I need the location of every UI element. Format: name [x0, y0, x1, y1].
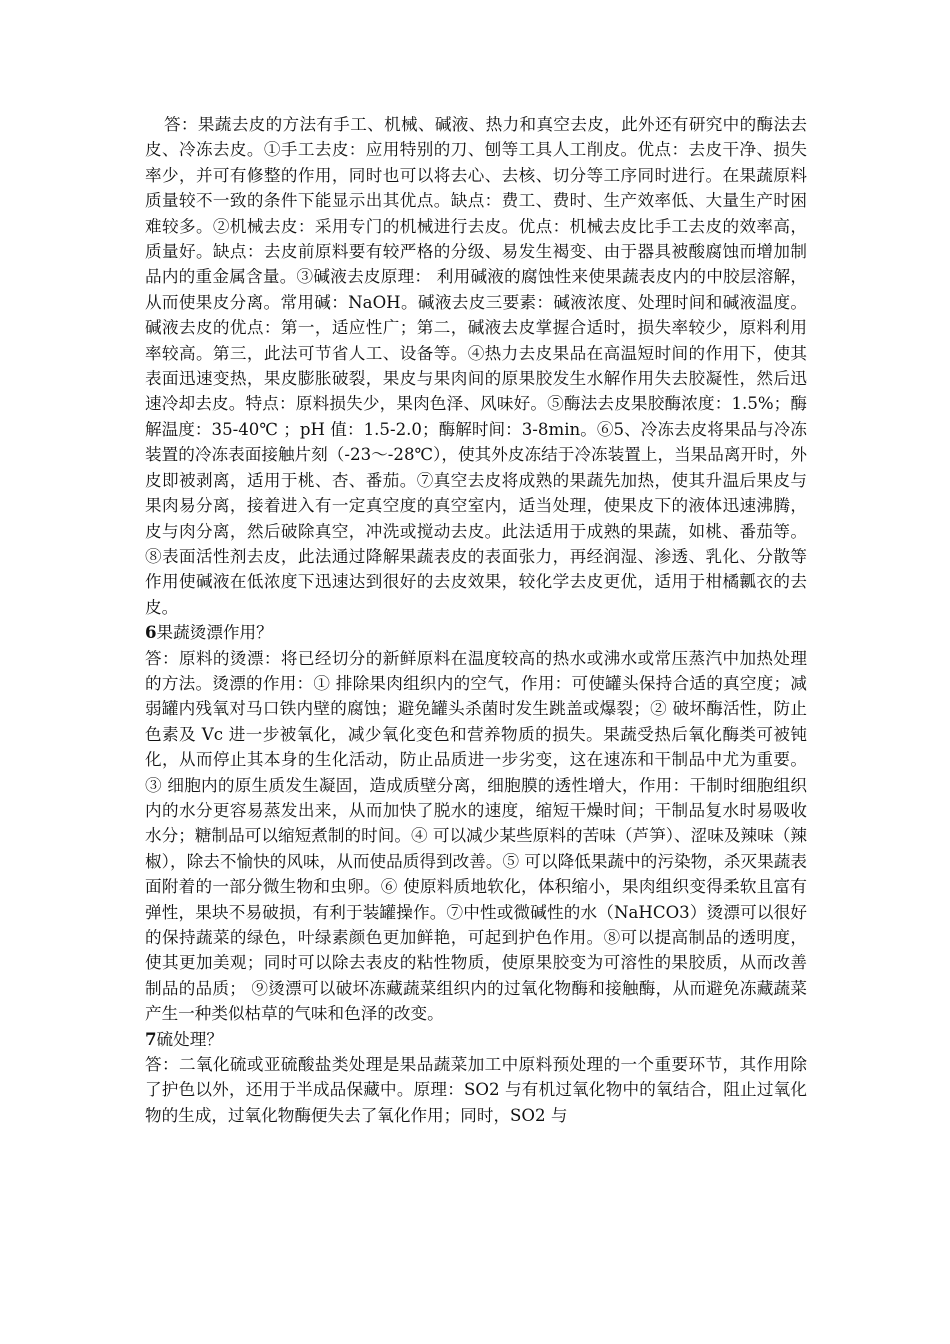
question-7-title: 硫处理？ — [156, 1029, 223, 1049]
blanching-answer-paragraph: 答：原料的烫漂：将已经切分的新鲜原料在温度较高的热水或沸水或常压蒸汽中加热处理的方法。烫漂的作用：① 排除果肉组织内的空气，作用：可使罐头保持合适的真空度；减弱罐内残氧对马口铁内壁的腐蚀；避免罐头杀菌时发生跳盖或爆裂；② 破坏酶活性，防止色素及 Vc 进一步被氧化，减少氧化变色和营养物质的损失。果蔬受热后氧化酶类可被钝化，从而停止其本身的生化活动，防止品质进一步劣变，这在速冻和干制品中尤为重要。③ 细胞内的原生质发生凝固，造成质壁分离，细胞膜的透性增大，作用：干制时细胞组织内的水分更容易蒸发出来，从而加快了脱水的速度，缩短干燥时间；干制品复水时易吸收水分；糖制品可以缩短煮制的时间。④ 可以减少某些原料的苦味（芦笋）、涩味及辣味（辣椒），除去不愉快的风味，从而使品质得到改善。⑤ 可以降低果蔬中的污染物，杀灭果蔬表面附着的一部分微生物和虫卵。⑥ 使原料质地软化，体积缩小，果肉组织变得柔软且富有弹性，果块不易破损，有利于装罐操作。⑦中性或微碱性的水（NaHCO3）烫漂可以很好的保持蔬菜的绿色，叶绿素颜色更加鲜艳，可起到护色作用。⑧可以提高制品的透明度，使其更加美观；同时可以除去表皮的粘性物质，使原果胶变为可溶性的果胶质，从而改善制品的品质； ⑨烫漂可以破坏冻藏蔬菜组织内的过氧化物酶和接触酶，从而避免冻藏蔬菜产生一种类似枯草的气味和色泽的改变。 — [145, 648, 807, 1024]
question-6-number: 6 — [145, 622, 157, 643]
question-7-heading — [145, 1027, 807, 1052]
question-6-heading — [145, 620, 807, 645]
question-6-title: 果蔬烫漂作用？ — [156, 623, 273, 643]
document-page — [145, 112, 807, 1128]
sulfur-answer-paragraph: 答：二氧化硫或亚硫酸盐类处理是果品蔬菜加工中原料预处理的一个重要环节，其作用除了护色以外，还用于半成品保藏中。原理：SO2 与有机过氧化物中的氧结合，阻止过氧化物的生成，过氧化物酶便失去了氧化作用；同时，SO2 与 — [145, 1055, 807, 1125]
peeling-answer-paragraph: 答：果蔬去皮的方法有手工、机械、碱液、热力和真空去皮，此外还有研究中的酶法去皮、冷冻去皮。①手工去皮：应用特别的刀、刨等工具人工削皮。优点：去皮干净、损失率少，并可有修整的作用，同时也可以将去心、去核、切分等工序同时进行。在果蔬原料质量较不一致的条件下能显示出其优点。缺点：费工、费时、生产效率低、大量生产时困难较多。②机械去皮：采用专门的机械进行去皮。优点：机械去皮比手工去皮的效率高，质量好。缺点：去皮前原料要有较严格的分级、易发生褐变、由于器具被酸腐蚀而增加制品内的重金属含量。③碱液去皮原理： 利用碱液的腐蚀性来使果蔬表皮内的中胶层溶解，从而使果皮分离。常用碱：NaOH。碱液去皮三要素：碱液浓度、处理时间和碱液温度。碱液去皮的优点：第一，适应性广；第二，碱液去皮掌握合适时，损失率较少，原料利用率较高。第三，此法可节省人工、设备等。④热力去皮果品在高温短时间的作用下，使其表面迅速变热，果皮膨胀破裂，果皮与果肉间的原果胶发生水解作用失去胶凝性，然后迅速冷却去皮。特点：原料损失少，果肉色泽、风味好。⑤酶法去皮果胶酶浓度：1.5%；酶解温度：35-40℃ ；pH 值：1.5-2.0；酶解时间：3-8min。⑥5、冷冻去皮将果品与冷冻装置的冷冻表面接触片刻（-23～-28℃），使其外皮冻结于冷冻装置上，当果品离开时，外皮即被剥离，适用于桃、杏、番茄。⑦真空去皮将成熟的果蔬先加热，使其升温后果皮与果肉易分离，接着进入有一定真空度的真空室内，适当处理，使果皮下的液体迅速沸腾，皮与肉分离，然后破除真空，冲洗或搅动去皮。此法适用于成熟的果蔬，如桃、番茄等。⑧表面活性剂去皮，此法通过降解果蔬表皮的表面张力，再经润湿、渗透、乳化、分散等作用使碱液在低浓度下迅速达到很好的去皮效果，较化学去皮更优，适用于柑橘瓤衣的去皮。 — [145, 115, 807, 617]
question-7-number: 7 — [145, 1028, 157, 1049]
